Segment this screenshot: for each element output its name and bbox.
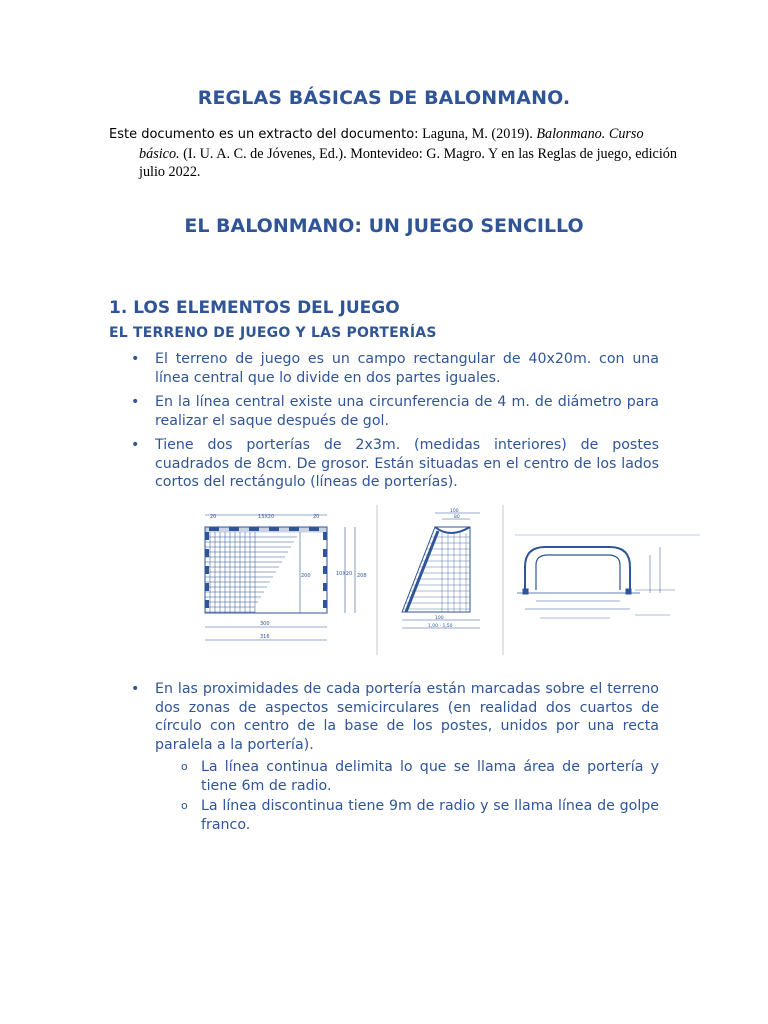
section-heading: 1. LOS ELEMENTOS DEL JUEGO bbox=[109, 298, 400, 318]
sub-list-item bbox=[109, 797, 659, 834]
crossbar-stripe bbox=[209, 527, 219, 531]
list-item bbox=[109, 350, 659, 387]
list-item bbox=[109, 680, 659, 834]
list-item-text: El terreno de juego es un campo rectangular de 40x20m. con una línea central que lo divide en dos partes iguales. bbox=[155, 351, 659, 386]
bullet-icon: • bbox=[131, 681, 140, 697]
crossbar-stripe bbox=[289, 527, 299, 531]
reference-rest: (I. U. A. C. de Jóvenes, Ed.). Montevideo: G. Magro. Y en las Reglas de juego, edición julio 2022. bbox=[139, 145, 677, 180]
post-stripe bbox=[205, 549, 209, 557]
sub-list-item bbox=[109, 758, 659, 795]
list-item-text: En la línea central existe una circunferencia de 4 m. de diámetro para realizar el saque después de gol. bbox=[155, 394, 659, 429]
circle-bullet-icon: o bbox=[181, 760, 188, 773]
goal-diagrams-svg bbox=[180, 505, 720, 655]
crossbar-stripe bbox=[269, 527, 279, 531]
reference-title: Balonmano. Curso básico. bbox=[139, 126, 644, 162]
document-title: REGLAS BÁSICAS DE BALONMANO. bbox=[197, 87, 571, 109]
dim-label: 300 bbox=[260, 621, 270, 627]
post-stripe bbox=[205, 532, 209, 540]
dim-label: 13X20 bbox=[258, 514, 275, 520]
post-stripe bbox=[323, 549, 327, 557]
list-item bbox=[109, 436, 659, 492]
post-stripe bbox=[323, 532, 327, 540]
crossbar-stripe bbox=[309, 527, 319, 531]
crossbar-stripe bbox=[249, 527, 259, 531]
post-stripe bbox=[205, 583, 209, 591]
post-stripe bbox=[323, 583, 327, 591]
dim-label: 1,00 - 1,50 bbox=[428, 624, 453, 629]
sub-bullet-list bbox=[109, 758, 659, 834]
dim-label: 20 bbox=[210, 514, 217, 520]
crossbar-stripe bbox=[229, 527, 239, 531]
dim-label: 80 bbox=[454, 515, 460, 520]
list-item-text: En las proximidades de cada portería están marcadas sobre el terreno dos zonas de aspectos semicirculares (en realidad dos cuartos de círculo con centro de la base de los postes, unidos por una recta paralela a la portería). bbox=[155, 681, 659, 753]
goal-perspective-view bbox=[515, 535, 700, 618]
goal-side-view bbox=[402, 513, 480, 628]
dim-label: 100 bbox=[450, 509, 459, 514]
post-stripes bbox=[205, 527, 327, 608]
dim-label: 200 bbox=[301, 573, 311, 579]
bullet-list-top bbox=[109, 350, 659, 498]
post-stripe bbox=[205, 600, 209, 608]
reference-author: Laguna, M. (2019). bbox=[422, 126, 533, 142]
intro-paragraph bbox=[109, 125, 679, 182]
bullet-list-bottom bbox=[109, 680, 659, 840]
dim-label: 10X20 bbox=[336, 571, 353, 577]
bullet-icon: • bbox=[131, 437, 140, 453]
dim-label: 20 bbox=[313, 514, 320, 520]
list-item-text: Tiene dos porterías de 2x3m. (medidas interiores) de postes cuadrados de 8cm. De grosor. Están situadas en el centro de los lados cortos del rectángulo (líneas de porterías). bbox=[155, 437, 659, 490]
side-net bbox=[403, 533, 470, 612]
bullet-icon: • bbox=[131, 394, 140, 410]
goal-net bbox=[205, 532, 297, 613]
sub-list-item-text: La línea discontinua tiene 9m de radio y se llama línea de golpe franco. bbox=[201, 798, 659, 833]
bullet-icon: • bbox=[131, 351, 140, 367]
dim-label: 208 bbox=[357, 573, 367, 579]
post-stripe bbox=[323, 566, 327, 574]
list-item bbox=[109, 393, 659, 430]
post-stripe bbox=[205, 566, 209, 574]
document-subtitle: EL BALONMANO: UN JUEGO SENCILLO bbox=[184, 215, 584, 237]
dim-label: 100 bbox=[435, 616, 444, 621]
section-subheading: EL TERRENO DE JUEGO Y LAS PORTERÍAS bbox=[109, 325, 437, 341]
post-stripe bbox=[323, 600, 327, 608]
dim-label: 316 bbox=[260, 634, 270, 640]
goal-diagrams bbox=[180, 505, 720, 655]
intro-lead: Este documento es un extracto del documento: bbox=[109, 127, 419, 142]
sub-list-item-text: La línea continua delimita lo que se llama área de portería y tiene 6m de radio. bbox=[201, 759, 659, 794]
goal-front-view bbox=[205, 515, 355, 640]
circle-bullet-icon: o bbox=[181, 799, 188, 812]
